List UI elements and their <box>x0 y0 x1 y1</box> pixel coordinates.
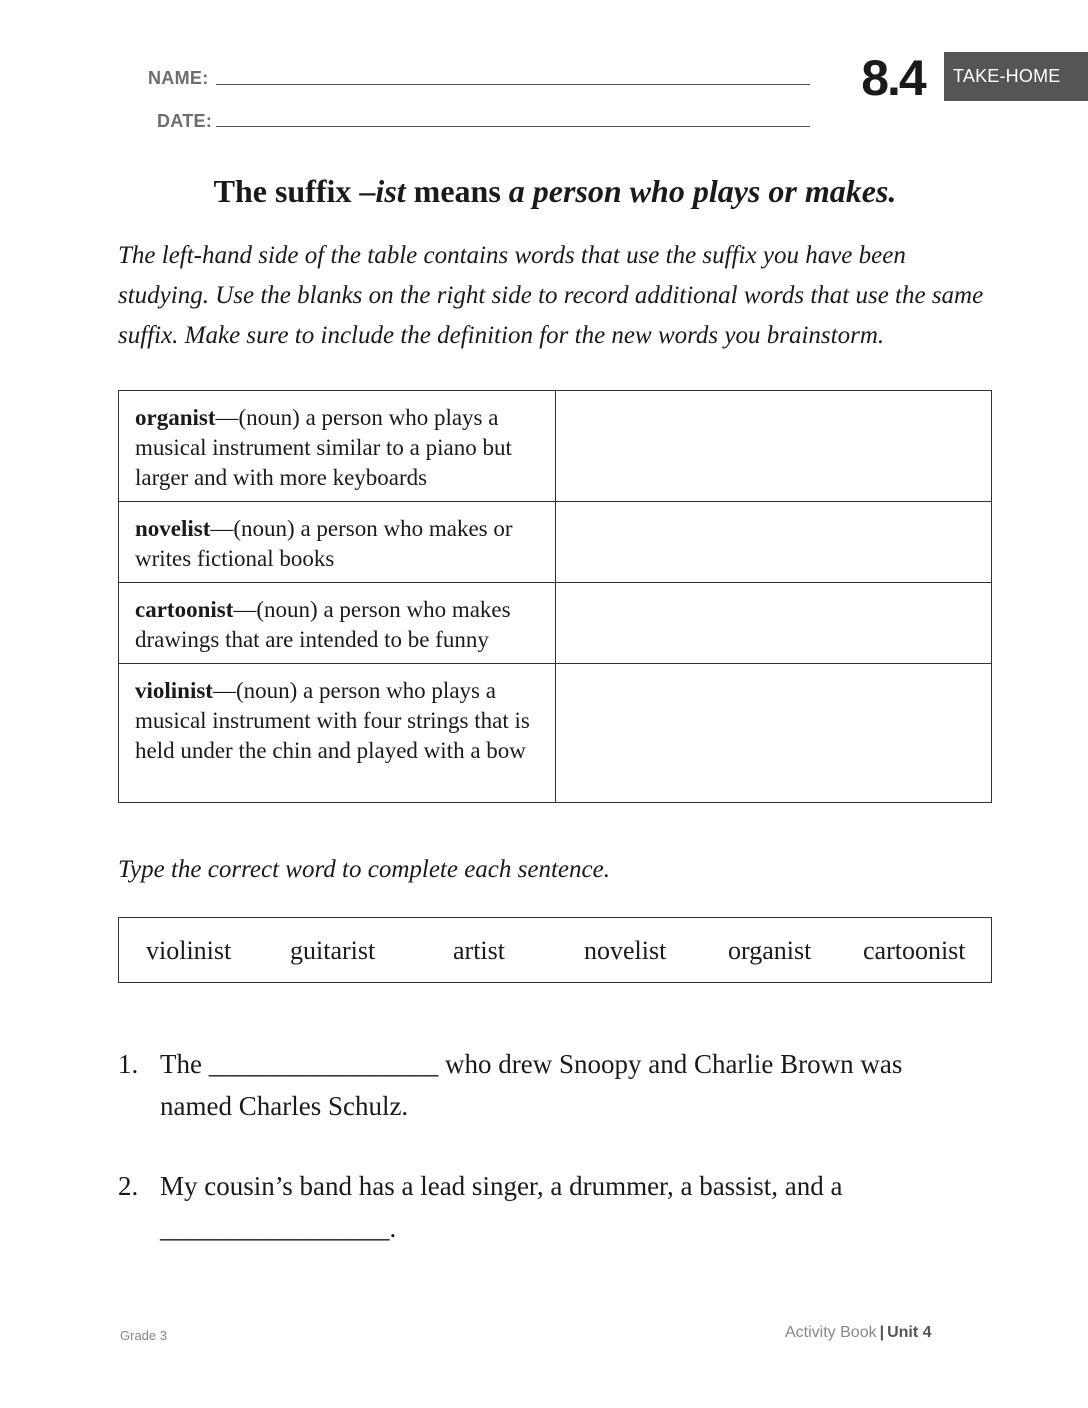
definition-text: —(noun) a person who makes drawings that are intended to be funny <box>135 597 511 652</box>
question-text[interactable] <box>160 1165 960 1249</box>
title-suffix: ist <box>375 173 406 209</box>
definition-word: violinist <box>135 678 213 703</box>
question-line: My cousin’s band has a lead singer, a drummer, a bassist, and a <box>160 1171 843 1201</box>
definition-text: —(noun) a person who plays a musical instrument with four strings that is held under the chin and played with a bow <box>135 678 530 763</box>
footer-grade: Grade 3 <box>120 1328 167 1343</box>
table-row <box>119 664 992 803</box>
question-line: named Charles Schulz. <box>160 1091 409 1121</box>
definitions-table <box>118 390 992 803</box>
name-line[interactable] <box>216 84 810 85</box>
date-label: DATE: <box>157 111 213 131</box>
table-row <box>119 502 992 583</box>
answer-cell[interactable] <box>556 502 992 583</box>
question-number: 1. <box>118 1049 139 1079</box>
definition-word: organist <box>135 405 216 430</box>
definition-cell <box>119 502 556 583</box>
date-line[interactable] <box>216 126 810 127</box>
definition-text: —(noun) a person who plays a musical instrument similar to a piano but larger and with more keyboards <box>135 405 512 490</box>
footer-book <box>785 1324 932 1342</box>
question-number: 2. <box>118 1171 139 1201</box>
answer-cell[interactable] <box>556 664 992 803</box>
footer-unit: Unit 4 <box>887 1324 932 1341</box>
title-meaning: a person who plays or makes. <box>508 173 897 209</box>
definition-cell <box>119 583 556 664</box>
word-bank <box>118 917 992 983</box>
word-bank-item: violinist <box>146 936 232 965</box>
instructions: The left-hand side of the table contains words that use the suffix you have been studying. Use the blanks on the right side to record additional words that use the same suffix. Make sure to include the definition for the new words you brainstorm. <box>118 242 984 349</box>
table-row <box>119 391 992 502</box>
definition-cell <box>119 391 556 502</box>
definition-word: novelist <box>135 516 211 541</box>
question-line: The _________________ who drew Snoopy and Charlie Brown was <box>160 1049 903 1079</box>
title-part2: means <box>405 173 509 209</box>
question-text[interactable] <box>160 1043 960 1127</box>
table-row <box>119 583 992 664</box>
question-line: _________________. <box>160 1213 397 1243</box>
take-home-tag: TAKE-HOME <box>944 52 1088 101</box>
title-part1: The suffix – <box>213 173 376 209</box>
word-bank-item: artist <box>453 936 505 965</box>
word-bank-item: guitarist <box>290 936 376 965</box>
sentence-instructions: Type the correct word to complete each sentence. <box>118 856 610 883</box>
definition-cell <box>119 664 556 803</box>
definition-word: cartoonist <box>135 597 234 622</box>
page-title <box>0 170 1088 212</box>
word-bank-item: novelist <box>584 936 667 965</box>
lesson-number: 8.4 <box>861 50 925 106</box>
footer-separator: | <box>879 1324 885 1341</box>
word-bank-item: cartoonist <box>863 936 966 965</box>
definition-text: —(noun) a person who makes or writes fictional books <box>135 516 513 571</box>
answer-cell[interactable] <box>556 391 992 502</box>
answer-cell[interactable] <box>556 583 992 664</box>
name-label: NAME: <box>148 68 209 88</box>
word-bank-item: organist <box>728 936 812 965</box>
footer-book-title: Activity Book <box>785 1324 877 1341</box>
